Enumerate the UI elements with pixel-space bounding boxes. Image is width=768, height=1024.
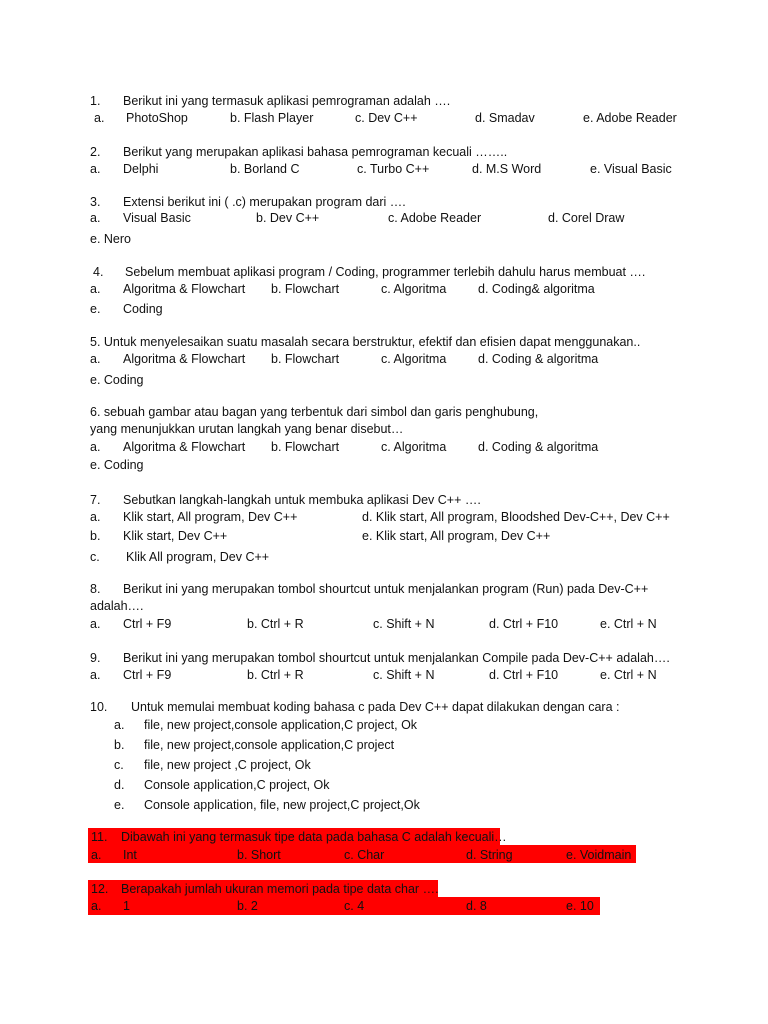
q5-option-a-letter: a.	[90, 352, 101, 366]
q9-option-c: c. Shift + N	[373, 668, 435, 682]
q1-option-d: d. Smadav	[475, 111, 535, 125]
q7-option-a: Klik start, All program, Dev C++	[123, 510, 298, 524]
q10-option-b-letter: b.	[114, 738, 125, 752]
q6-option-a-letter: a.	[90, 440, 101, 454]
q3-option-d: d. Corel Draw	[548, 211, 625, 225]
q4-number: 4.	[93, 265, 104, 279]
q4-option-e: Coding	[123, 302, 163, 316]
q5-option-c: c. Algoritma	[381, 352, 447, 366]
q7-option-b-letter: b.	[90, 529, 101, 543]
q9-option-d: d. Ctrl + F10	[489, 668, 559, 682]
q10-number: 10.	[90, 700, 108, 714]
q11-option-d: d. String	[466, 848, 513, 862]
q12-number: 12.	[91, 882, 109, 896]
q11-option-a: Int	[123, 848, 137, 862]
q7-option-e: e. Klik start, All program, Dev C++	[362, 529, 551, 543]
q10-option-e: Console application, file, new project,C project,Ok	[144, 798, 420, 812]
q10-option-a-letter: a.	[114, 718, 125, 732]
q9-number: 9.	[90, 651, 101, 665]
q4-option-d: d. Coding& algoritma	[478, 282, 595, 296]
q10-option-a: file, new project,console application,C project, Ok	[144, 718, 418, 732]
q7-option-b: Klik start, Dev C++	[123, 529, 228, 543]
q7-option-c: Klik All program, Dev C++	[126, 550, 270, 564]
q6-option-d: d. Coding & algoritma	[478, 440, 599, 454]
q1-number: 1.	[90, 94, 101, 108]
q5-text: 5. Untuk menyelesaikan suatu masalah secara berstruktur, efektif dan efisien dapat menggunakan..	[90, 335, 641, 349]
q2-option-e: e. Visual Basic	[590, 162, 672, 176]
q2-number: 2.	[90, 145, 101, 159]
q8-option-b: b. Ctrl + R	[247, 617, 304, 631]
q1-option-a: PhotoShop	[126, 111, 188, 125]
q3-number: 3.	[90, 195, 101, 209]
q10-text: Untuk memulai membuat koding bahasa c pada Dev C++ dapat dilakukan dengan cara :	[131, 700, 620, 714]
q8-option-c: c. Shift + N	[373, 617, 435, 631]
q7-number: 7.	[90, 493, 101, 507]
q6-option-a: Algoritma & Flowchart	[123, 440, 246, 454]
q6-option-e: e. Coding	[90, 458, 144, 472]
q7-text: Sebutkan langkah-langkah untuk membuka aplikasi Dev C++ ….	[123, 493, 481, 507]
q4-option-a-letter: a.	[90, 282, 101, 296]
q9-option-b: b. Ctrl + R	[247, 668, 304, 682]
q2-option-a-letter: a.	[90, 162, 101, 176]
q4-option-a: Algoritma & Flowchart	[123, 282, 246, 296]
q1-option-a-letter: a.	[94, 111, 105, 125]
q12-option-d: d. 8	[466, 899, 487, 913]
q6-option-c: c. Algoritma	[381, 440, 447, 454]
q12-text: Berapakah jumlah ukuran memori pada tipe data char ….	[121, 882, 439, 896]
q2-option-d: d. M.S Word	[472, 162, 542, 176]
q11-option-a-letter: a.	[91, 848, 102, 862]
q6-text-line2: yang menunjukkan urutan langkah yang benar disebut…	[90, 422, 404, 436]
q3-text: Extensi berikut ini ( .c) merupakan program dari ….	[123, 195, 406, 209]
q8-text: Berikut ini yang merupakan tombol shourtcut untuk menjalankan program (Run) pada Dev-C++	[123, 582, 649, 596]
q10-option-c: file, new project ,C project, Ok	[144, 758, 311, 772]
q12-option-a: 1	[123, 899, 130, 913]
q7-option-c-letter: c.	[90, 550, 100, 564]
q3-option-e: e. Nero	[90, 232, 131, 246]
q3-option-a: Visual Basic	[123, 211, 191, 225]
q5-option-b: b. Flowchart	[271, 352, 340, 366]
q2-text: Berikut yang merupakan aplikasi bahasa pemrograman kecuali ……..	[123, 145, 508, 159]
q11-option-b: b. Short	[237, 848, 281, 862]
q2-option-b: b. Borland C	[230, 162, 300, 176]
q2-option-a: Delphi	[123, 162, 159, 176]
q5-option-e: e. Coding	[90, 373, 144, 387]
q10-option-d-letter: d.	[114, 778, 125, 792]
q11-text: Dibawah ini yang termasuk tipe data pada bahasa C adalah kecuali…	[121, 830, 507, 844]
q1-option-e: e. Adobe Reader	[583, 111, 677, 125]
q8-option-d: d. Ctrl + F10	[489, 617, 559, 631]
q11-option-e: e. Voidmain	[566, 848, 632, 862]
q4-option-e-letter: e.	[90, 302, 101, 316]
q6-option-b: b. Flowchart	[271, 440, 340, 454]
q6-text: 6. sebuah gambar atau bagan yang terbentuk dari simbol dan garis penghubung,	[90, 405, 539, 419]
q9-option-e: e. Ctrl + N	[600, 668, 657, 682]
q8-option-a: Ctrl + F9	[123, 617, 172, 631]
q12-option-a-letter: a.	[91, 899, 102, 913]
q4-option-c: c. Algoritma	[381, 282, 447, 296]
q5-option-a: Algoritma & Flowchart	[123, 352, 246, 366]
q11-number: 11.	[91, 830, 108, 844]
q10-option-b: file, new project,console application,C project	[144, 738, 395, 752]
q10-option-c-letter: c.	[114, 758, 124, 772]
q12-option-c: c. 4	[344, 899, 365, 913]
q12-option-e: e. 10	[566, 899, 594, 913]
q2-option-c: c. Turbo C++	[357, 162, 430, 176]
q9-option-a-letter: a.	[90, 668, 101, 682]
q11-option-c: c. Char	[344, 848, 385, 862]
q7-option-d: d. Klik start, All program, Bloodshed Dev-C++, Dev C++	[362, 510, 670, 524]
q1-text: Berikut ini yang termasuk aplikasi pemrograman adalah ….	[123, 94, 451, 108]
q3-option-b: b. Dev C++	[256, 211, 320, 225]
q8-option-a-letter: a.	[90, 617, 101, 631]
q10-option-d: Console application,C project, Ok	[144, 778, 330, 792]
q4-text: Sebelum membuat aplikasi program / Coding, programmer terlebih dahulu harus membuat ….	[125, 265, 646, 279]
q9-option-a: Ctrl + F9	[123, 668, 172, 682]
q8-text-line2: adalah….	[90, 599, 144, 613]
q5-option-d: d. Coding & algoritma	[478, 352, 599, 366]
q4-option-b: b. Flowchart	[271, 282, 340, 296]
q12-option-b: b. 2	[237, 899, 258, 913]
q8-number: 8.	[90, 582, 101, 596]
q3-option-c: c. Adobe Reader	[388, 211, 482, 225]
q8-option-e: e. Ctrl + N	[600, 617, 657, 631]
q3-option-a-letter: a.	[90, 211, 101, 225]
q1-option-c: c. Dev C++	[355, 111, 418, 125]
q1-option-b: b. Flash Player	[230, 111, 314, 125]
q9-text: Berikut ini yang merupakan tombol shourtcut untuk menjalankan Compile pada Dev-C++ adalah….	[123, 651, 670, 665]
q7-option-a-letter: a.	[90, 510, 101, 524]
q10-option-e-letter: e.	[114, 798, 125, 812]
